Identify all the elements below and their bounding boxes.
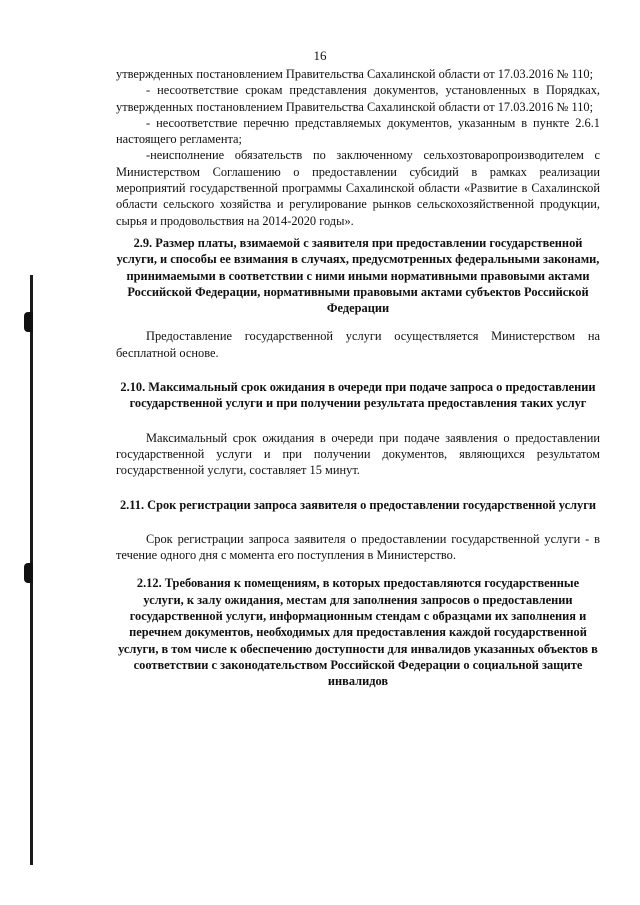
- paragraph: Срок регистрации запроса заявителя о предоставлении государственной услуги - в течение одного дня с момента его поступления в Министерство.: [116, 531, 600, 563]
- paragraph: - несоответствие срокам представления документов, установленных в Порядках, утвержденных постановлением Правительства Сахалинской области от 17.03.2016 № 110;: [116, 83, 600, 114]
- paragraph: - несоответствие перечню представляемых документов, указанным в пункте 2.6.1 настоящего регламента;: [116, 115, 600, 147]
- paragraph: Максимальный срок ожидания в очереди при подаче заявления о предоставлении государственной услуги и при получении документов, являющихся результатом государственной услуги, составляет 15 минут.: [116, 430, 600, 478]
- section-heading-2-12: 2.12. Требования к помещениям, в которых предоставляются государственные услуги, к залу ожидания, местам для заполнения запросов о предоставлении государственной услуги, информационным стендам с образцами их заполнения и перечнем документов, необходимых для предоставления каждой государственной услуги, в том числе к обеспечению доступности для инвалидов указанных объектов в соответствии с законодательством Российской Федерации о социальной защите инвалидов: [118, 576, 598, 689]
- page-number: 16: [313, 48, 327, 63]
- section-heading-2-11: 2.11. Срок регистрации запроса заявителя о предоставлении государственной услуги: [119, 497, 597, 512]
- paragraph: утвержденных постановлением Правительства Сахалинской области от 17.03.2016 № 110;: [116, 67, 594, 81]
- document-body: [116, 66, 600, 690]
- section-heading-2-10: 2.10. Максимальный срок ожидания в очереди при подаче запроса о предоставлении государственной услуги и при получении результата предоставления таких услуг: [120, 380, 596, 411]
- paragraph: -неисполнение обязательств по заключенному сельхозтоваропроизводителем с Министерством Соглашению о предоставлении субсидий в рамках реализации мероприятий государственной программы Сахалинской области «Развитие в Сахалинской области сельского хозяйства и регулирование рынков сельскохозяйственной продукции, сырья и продовольствия на 2014-2020 годы».: [116, 148, 600, 228]
- binding-hole-mark: [24, 312, 33, 332]
- paragraph: Предоставление государственной услуги осуществляется Министерством на бесплатной основе.: [116, 329, 600, 360]
- binding-hole-mark: [24, 563, 33, 583]
- section-heading-2-9: 2.9. Размер платы, взимаемой с заявителя при предоставлении государственной услуги, и способы ее взимания в случаях, предусмотренных федеральными законами, принимаемыми в соответствии с ними иными нормативными правовыми актами Российской Федерации, нормативными правовыми актами субъектов Российской Федерации: [116, 235, 600, 316]
